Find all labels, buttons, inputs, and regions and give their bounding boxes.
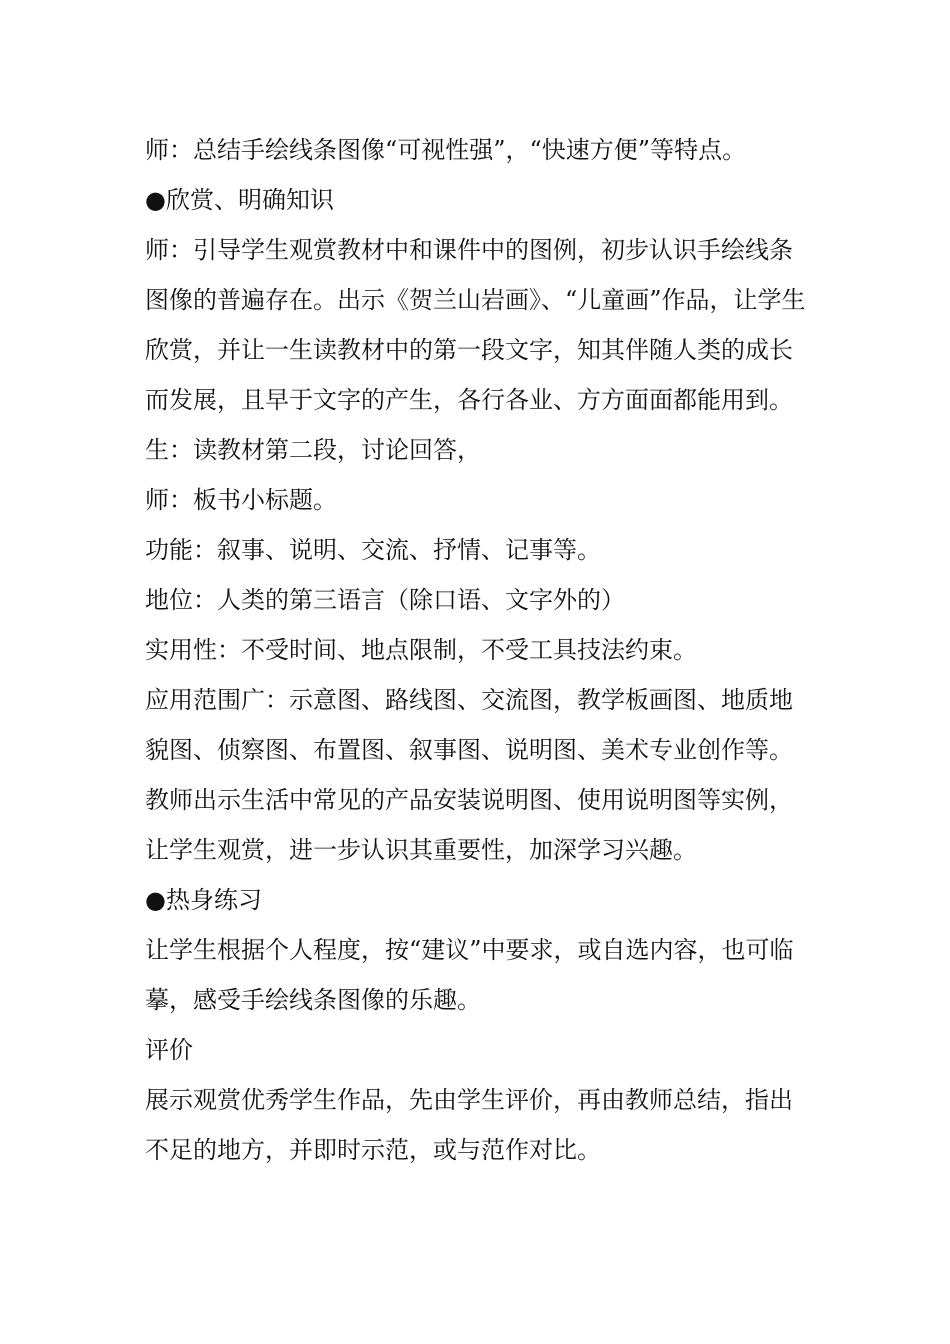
document-body <box>145 125 810 1175</box>
paragraph-teacher-summary: 师：总结手绘线条图像“可视性强”，“快速方便”等特点。 <box>145 136 747 164</box>
paragraph-student-read: 生：读教材第二段，讨论回答， <box>145 436 481 464</box>
paragraph-teacher-examples: 教师出示生活中常见的产品安装说明图、使用说明图等实例，让学生观赏，进一步认识其重要性，加深学习兴趣。 <box>145 786 793 864</box>
section-heading-evaluation: 评价 <box>145 1036 193 1064</box>
paragraph-function: 功能：叙事、说明、交流、抒情、记事等。 <box>145 536 601 564</box>
paragraph-evaluation: 展示观赏优秀学生作品，先由学生评价，再由教师总结，指出不足的地方，并即时示范，或与范作对比。 <box>145 1086 793 1164</box>
paragraph-teacher-board: 师：板书小标题。 <box>145 486 337 514</box>
paragraph-teacher-guide: 师：引导学生观赏教材中和课件中的图例，初步认识手绘线条图像的普遍存在。出示《贺兰山岩画》、“儿童画”作品，让学生欣赏，并让一生读教材中的第一段文字，知其伴随人类的成长而发展，且早于文字的产生，各行各业、方方面面都能用到。 <box>145 236 806 414</box>
paragraph-warmup-task: 让学生根据个人程度，按“建议”中要求，或自选内容，也可临摹，感受手绘线条图像的乐趣。 <box>145 936 794 1014</box>
section-heading-warmup: ●热身练习 <box>145 886 262 914</box>
section-heading-appreciation: ●欣赏、明确知识 <box>145 186 334 214</box>
paragraph-status: 地位：人类的第三语言（除口语、文字外的） <box>145 586 625 614</box>
paragraph-practicality: 实用性：不受时间、地点限制，不受工具技法约束。 <box>145 636 697 664</box>
paragraph-application: 应用范围广：示意图、路线图、交流图，教学板画图、地质地貌图、侦察图、布置图、叙事图、说明图、美术专业创作等。 <box>145 686 793 764</box>
